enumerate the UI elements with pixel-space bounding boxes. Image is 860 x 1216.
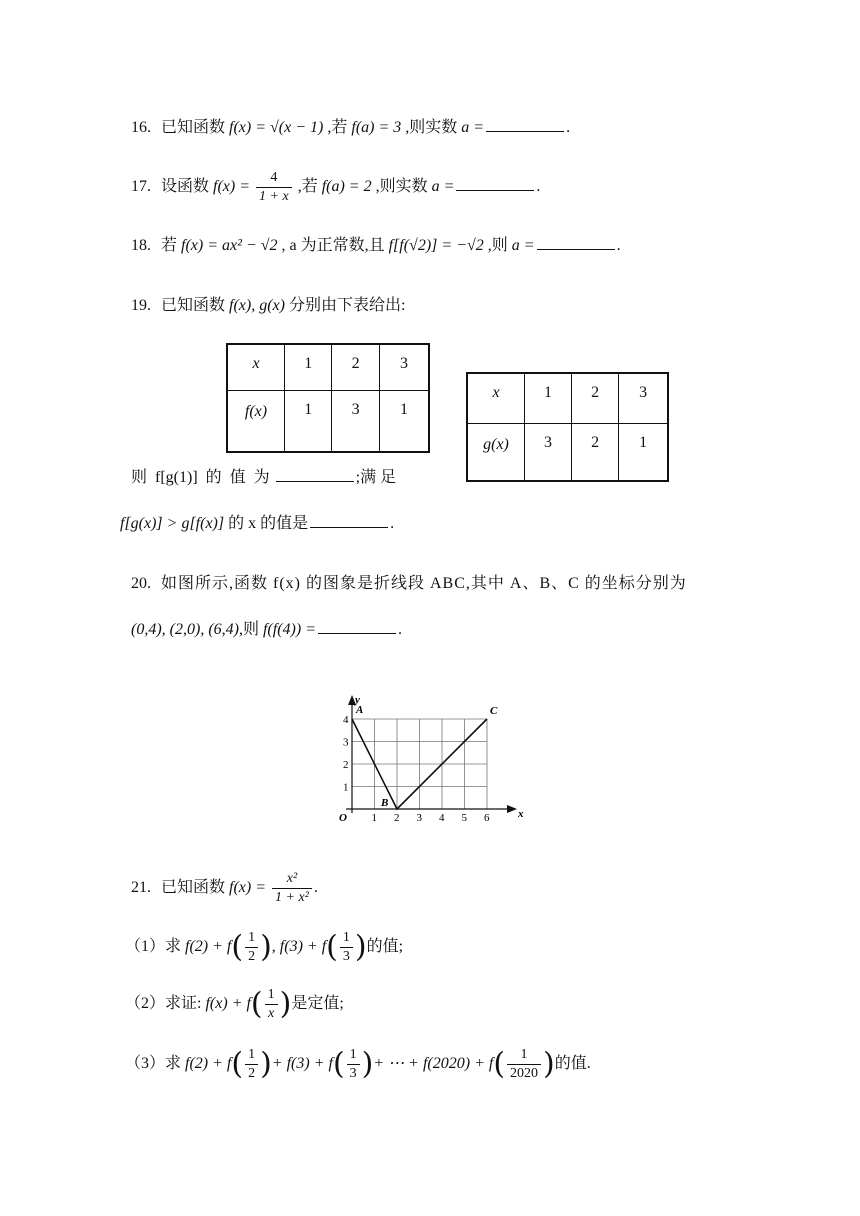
fraction xyxy=(265,986,278,1023)
denominator: 2 xyxy=(248,949,256,964)
question-text: ,则实数 xyxy=(375,178,428,196)
x-tick-label: 4 xyxy=(439,812,445,824)
fraction xyxy=(272,870,312,907)
axis-labels xyxy=(339,694,524,824)
period: . xyxy=(566,119,571,136)
question-21-part2: （2）求证: f(x) + f( $\frac{1}{x}$ )是定值; xyxy=(125,986,344,1022)
question-number: 18. xyxy=(131,237,151,254)
fraction xyxy=(347,1046,360,1083)
question-number: 19. xyxy=(131,297,151,314)
function-definition: f(x) = xyxy=(213,178,251,196)
table-cell: 1 xyxy=(619,423,668,481)
y-tick-label: 4 xyxy=(343,714,349,726)
denominator: 2020 xyxy=(510,1066,539,1081)
table-cell: 1 xyxy=(525,373,572,423)
question-number: 20. xyxy=(131,575,151,592)
table-cell: 3 xyxy=(619,373,668,423)
question-text: 已知函数 xyxy=(161,879,226,897)
part-label: （1）求 xyxy=(125,938,182,956)
question-text: ,则 xyxy=(238,621,259,638)
inequality: f[g(x)] > g[f(x)] xyxy=(120,515,225,532)
y-tick-label: 2 xyxy=(343,759,349,771)
answer-blank[interactable] xyxy=(456,176,534,191)
denominator: x xyxy=(268,1006,275,1021)
question-19-line3 xyxy=(120,512,394,536)
numerator: 1 xyxy=(265,986,278,1005)
point-label: A xyxy=(356,704,364,716)
question-text: ,若 xyxy=(297,178,318,196)
fraction xyxy=(256,169,292,206)
table-cell: 1 xyxy=(285,344,332,390)
table-cell: 2 xyxy=(332,344,379,390)
x-axis-label: x xyxy=(518,808,524,820)
denominator: 3 xyxy=(342,949,350,964)
question-21-part3: （3）求 f(2) + f( $\frac{1}{2}$ )+ f(3) + f( $\frac{1}{3}$ )+ ⋯ + f(2020) + f( $\frac{1}{2020}$ )的值. xyxy=(125,1046,591,1082)
question-text: ,则 xyxy=(487,237,508,254)
table-cell: x xyxy=(227,344,285,390)
question-text: 是定值; xyxy=(291,995,344,1013)
denominator: 1 + x² xyxy=(275,890,309,905)
expression: f(2) + f xyxy=(185,938,232,956)
question-19-line2 xyxy=(131,466,396,490)
expression: , f(3) + f xyxy=(271,938,327,956)
period: . xyxy=(616,237,621,254)
point-label: C xyxy=(490,705,498,717)
question-text: 已知函数 xyxy=(161,119,226,136)
question-text: ;满 足 xyxy=(355,469,397,486)
condition: f[f(√2)] = −√2 xyxy=(388,237,484,254)
expression: f(x) + f xyxy=(205,995,251,1013)
function-definition: f(x) = ax² − √2 xyxy=(181,237,278,254)
question-20 xyxy=(131,572,687,596)
table-cell: 1 xyxy=(285,390,332,452)
coordinates: (0,4), (2,0), (6,4) xyxy=(131,621,239,638)
origin-label: O xyxy=(339,812,347,824)
expression: f(2) + f xyxy=(185,1055,232,1073)
numerator: x² xyxy=(272,870,312,889)
part-label: （3）求 xyxy=(125,1055,182,1073)
fraction xyxy=(245,929,258,966)
point-label: B xyxy=(381,797,389,809)
table-cell: 3 xyxy=(525,423,572,481)
table-cell: 2 xyxy=(572,423,619,481)
x-tick-label: 5 xyxy=(461,812,467,824)
question-text: 的值; xyxy=(366,938,404,956)
numerator: 1 xyxy=(340,929,353,948)
answer-blank[interactable] xyxy=(537,235,615,250)
grid xyxy=(352,719,487,809)
question-19 xyxy=(131,294,405,318)
x-axis-arrow xyxy=(507,805,517,813)
answer-variable: a = xyxy=(431,178,455,196)
period: . xyxy=(536,178,541,196)
function-definition: f(x) = √(x − 1) xyxy=(229,119,324,136)
question-text: ,则实数 xyxy=(405,119,458,136)
answer-blank[interactable] xyxy=(486,117,564,132)
answer-blank[interactable] xyxy=(276,467,354,482)
condition: f(a) = 2 xyxy=(321,178,372,196)
answer-blank[interactable] xyxy=(318,619,396,634)
table-g xyxy=(466,372,669,482)
question-text: 如图所示,函数 f(x) 的图象是折线段 ABC,其中 A、B、C 的坐标分别为 xyxy=(161,575,687,592)
question-text: 已知函数 xyxy=(161,297,226,314)
x-tick-label: 3 xyxy=(416,812,422,824)
question-number: 17. xyxy=(131,178,151,196)
y-axis-label: y xyxy=(355,694,360,706)
question-20-line2 xyxy=(131,618,402,642)
period: . xyxy=(390,515,395,532)
question-21 xyxy=(131,870,318,907)
question-number: 16. xyxy=(131,119,151,136)
function-definition: f(x) = xyxy=(229,879,267,897)
function-names: f(x), g(x) xyxy=(229,297,285,314)
answer-blank[interactable] xyxy=(310,513,388,528)
period: . xyxy=(313,879,318,897)
numerator: 1 xyxy=(347,1046,360,1065)
question-18 xyxy=(131,234,621,258)
expression: + f(3) + f xyxy=(271,1055,333,1073)
question-text: ,若 xyxy=(327,119,348,136)
question-16 xyxy=(131,116,570,140)
answer-variable: a = xyxy=(511,237,535,254)
condition: f(a) = 3 xyxy=(351,119,402,136)
question-text: 则 f[g(1)] 的 值 为 xyxy=(131,469,270,486)
table-f xyxy=(226,343,430,453)
expression: f(f(4)) = xyxy=(262,621,316,638)
question-21-part1: （1）求 f(2) + f( $\frac{1}{2}$ ), f(3) + f( $\frac{1}{3}$ )的值; xyxy=(125,929,404,965)
period: . xyxy=(397,621,402,638)
table-cell: f(x) xyxy=(227,390,285,452)
fraction xyxy=(245,1046,258,1083)
numerator: 1 xyxy=(507,1046,541,1065)
graph-figure xyxy=(330,682,530,832)
numerator: 1 xyxy=(245,1046,258,1065)
table-cell: x xyxy=(467,373,525,423)
expression: + ⋯ + f(2020) + f xyxy=(373,1055,494,1073)
fraction xyxy=(507,1046,541,1083)
question-number: 21. xyxy=(131,879,151,897)
table-cell: 3 xyxy=(332,390,379,452)
x-tick-label: 6 xyxy=(484,812,490,824)
y-tick-label: 3 xyxy=(343,736,349,749)
x-tick-label: 2 xyxy=(394,812,400,824)
numerator: 4 xyxy=(256,169,292,188)
table-cell: 3 xyxy=(379,344,429,390)
part-label: （2）求证: xyxy=(125,995,202,1013)
table-cell: 1 xyxy=(379,390,429,452)
x-tick-label: 1 xyxy=(371,812,377,824)
numerator: 1 xyxy=(245,929,258,948)
fraction xyxy=(340,929,353,966)
question-text: , a 为正常数,且 xyxy=(281,237,385,254)
answer-variable: a = xyxy=(461,119,485,136)
question-text: 分别由下表给出: xyxy=(288,297,406,314)
question-text: 的值. xyxy=(554,1055,591,1073)
question-text: 若 xyxy=(161,237,178,254)
question-text: 的 x 的值是 xyxy=(228,515,309,532)
question-text: 设函数 xyxy=(161,178,210,196)
denominator: 3 xyxy=(349,1066,357,1081)
denominator: 1 + x xyxy=(259,189,289,204)
table-cell: g(x) xyxy=(467,423,525,481)
table-cell: 2 xyxy=(572,373,619,423)
y-tick-label: 1 xyxy=(343,781,349,794)
denominator: 2 xyxy=(248,1066,256,1081)
question-17 xyxy=(131,169,540,206)
